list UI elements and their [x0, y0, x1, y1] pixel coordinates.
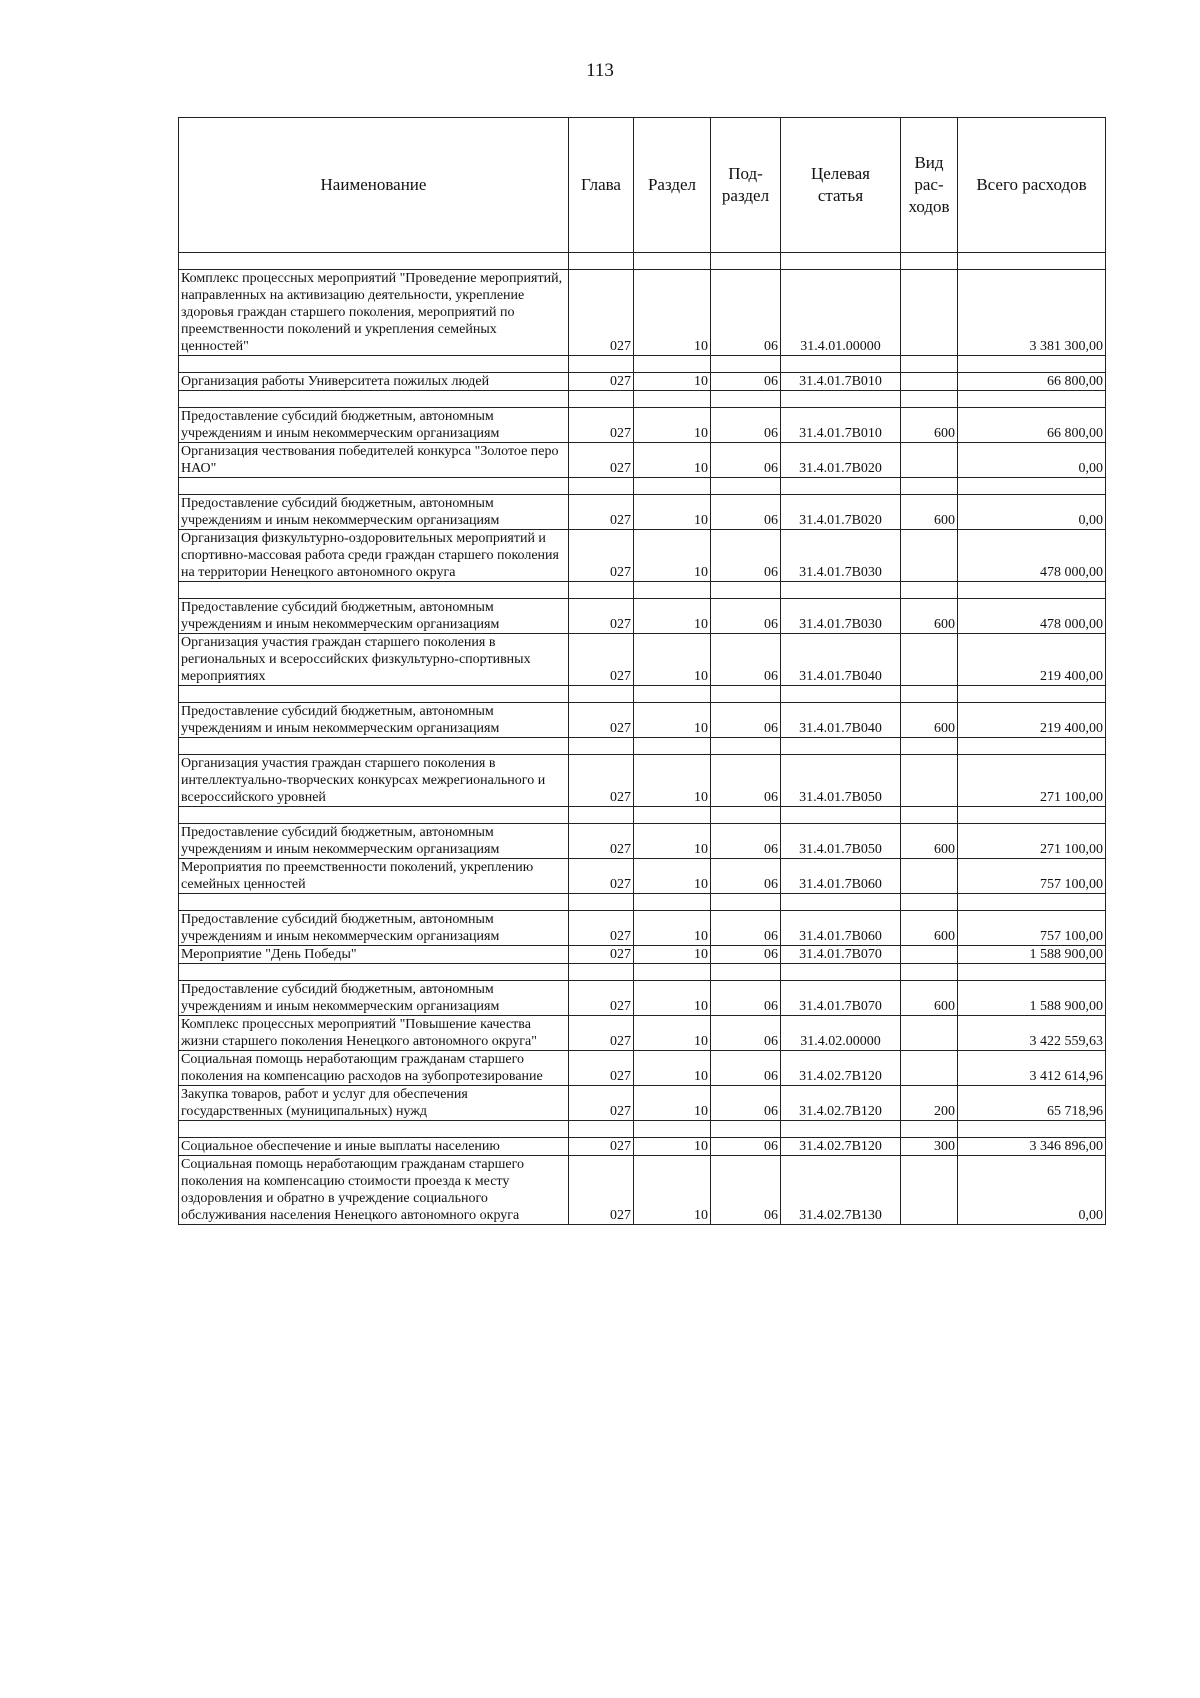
budget-table — [178, 117, 1106, 1225]
row-spacer — [179, 686, 1106, 703]
spacer-cell — [958, 356, 1106, 373]
cell-name: Предоставление субсидий бюджетным, автономным учреждениям и иным некоммерческим организациям — [179, 703, 569, 738]
header-glava: Глава — [569, 118, 634, 253]
cell-razdel: 10 — [634, 443, 711, 478]
cell-glava: 027 — [569, 495, 634, 530]
table-row — [179, 946, 1106, 964]
spacer-cell — [569, 1121, 634, 1138]
cell-podrazdel: 06 — [711, 981, 781, 1016]
spacer-cell — [569, 738, 634, 755]
cell-podrazdel: 06 — [711, 495, 781, 530]
cell-name: Организация участия граждан старшего поколения в региональных и всероссийских физкультурно-спортивных мероприятиях — [179, 634, 569, 686]
header-name: Наименование — [179, 118, 569, 253]
cell-podrazdel: 06 — [711, 408, 781, 443]
cell-expense-type: 600 — [901, 911, 958, 946]
cell-name: Комплекс процессных мероприятий "Проведение мероприятий, направленных на активизацию деятельности, укрепление здоровья граждан старшего поколения, мероприятий по преемственности поколений и укрепления семейных ценностей" — [179, 270, 569, 356]
row-spacer — [179, 738, 1106, 755]
cell-total: 1 588 900,00 — [958, 946, 1106, 964]
cell-glava: 027 — [569, 755, 634, 807]
cell-name: Организация работы Университета пожилых людей — [179, 373, 569, 391]
table-row — [179, 408, 1106, 443]
cell-total: 0,00 — [958, 495, 1106, 530]
cell-target-article: 31.4.02.7В120 — [781, 1086, 901, 1121]
cell-total: 66 800,00 — [958, 373, 1106, 391]
cell-podrazdel: 06 — [711, 1051, 781, 1086]
cell-expense-type — [901, 946, 958, 964]
spacer-cell — [569, 807, 634, 824]
spacer-cell — [634, 582, 711, 599]
cell-expense-type — [901, 1016, 958, 1051]
spacer-cell — [179, 1121, 569, 1138]
spacer-cell — [569, 356, 634, 373]
spacer-cell — [781, 253, 901, 270]
cell-expense-type — [901, 634, 958, 686]
cell-total: 478 000,00 — [958, 530, 1106, 582]
cell-name: Мероприятия по преемственности поколений, укреплению семейных ценностей — [179, 859, 569, 894]
spacer-cell — [711, 582, 781, 599]
cell-podrazdel: 06 — [711, 530, 781, 582]
spacer-cell — [179, 356, 569, 373]
spacer-cell — [781, 391, 901, 408]
cell-podrazdel: 06 — [711, 755, 781, 807]
spacer-cell — [958, 964, 1106, 981]
cell-target-article: 31.4.01.7В040 — [781, 703, 901, 738]
cell-target-article: 31.4.01.7В030 — [781, 530, 901, 582]
cell-total: 1 588 900,00 — [958, 981, 1106, 1016]
cell-target-article: 31.4.01.7В020 — [781, 495, 901, 530]
cell-glava: 027 — [569, 443, 634, 478]
cell-name: Мероприятие "День Победы" — [179, 946, 569, 964]
spacer-cell — [901, 356, 958, 373]
spacer-cell — [958, 478, 1106, 495]
spacer-cell — [179, 894, 569, 911]
cell-total: 757 100,00 — [958, 911, 1106, 946]
cell-target-article: 31.4.01.7В010 — [781, 408, 901, 443]
cell-podrazdel: 06 — [711, 703, 781, 738]
cell-expense-type — [901, 1156, 958, 1225]
spacer-cell — [711, 964, 781, 981]
spacer-cell — [901, 391, 958, 408]
spacer-cell — [634, 391, 711, 408]
table-row — [179, 1016, 1106, 1051]
cell-podrazdel: 06 — [711, 634, 781, 686]
cell-razdel: 10 — [634, 824, 711, 859]
cell-podrazdel: 06 — [711, 373, 781, 391]
cell-expense-type — [901, 443, 958, 478]
cell-podrazdel: 06 — [711, 599, 781, 634]
cell-target-article: 31.4.01.00000 — [781, 270, 901, 356]
cell-razdel: 10 — [634, 1156, 711, 1225]
table-row — [179, 1086, 1106, 1121]
spacer-cell — [781, 964, 901, 981]
header-total: Всего расходов — [958, 118, 1106, 253]
spacer-cell — [569, 964, 634, 981]
spacer-cell — [569, 894, 634, 911]
spacer-cell — [711, 807, 781, 824]
spacer-cell — [634, 738, 711, 755]
cell-total: 3 346 896,00 — [958, 1138, 1106, 1156]
cell-total: 0,00 — [958, 1156, 1106, 1225]
spacer-cell — [958, 391, 1106, 408]
table-row — [179, 1156, 1106, 1225]
cell-target-article: 31.4.01.7В030 — [781, 599, 901, 634]
cell-total: 3 381 300,00 — [958, 270, 1106, 356]
spacer-cell — [958, 894, 1106, 911]
cell-name: Предоставление субсидий бюджетным, автономным учреждениям и иным некоммерческим организациям — [179, 495, 569, 530]
cell-target-article: 31.4.01.7В040 — [781, 634, 901, 686]
cell-podrazdel: 06 — [711, 1138, 781, 1156]
cell-total: 271 100,00 — [958, 824, 1106, 859]
spacer-cell — [179, 391, 569, 408]
cell-name: Закупка товаров, работ и услуг для обеспечения государственных (муниципальных) нужд — [179, 1086, 569, 1121]
cell-razdel: 10 — [634, 1086, 711, 1121]
spacer-cell — [781, 686, 901, 703]
cell-glava: 027 — [569, 634, 634, 686]
spacer-cell — [711, 356, 781, 373]
cell-razdel: 10 — [634, 1051, 711, 1086]
spacer-cell — [781, 356, 901, 373]
table-row — [179, 859, 1106, 894]
spacer-cell — [179, 478, 569, 495]
cell-razdel: 10 — [634, 408, 711, 443]
cell-razdel: 10 — [634, 859, 711, 894]
cell-podrazdel: 06 — [711, 270, 781, 356]
table-row — [179, 443, 1106, 478]
cell-total: 3 412 614,96 — [958, 1051, 1106, 1086]
spacer-cell — [569, 582, 634, 599]
cell-target-article: 31.4.01.7В050 — [781, 824, 901, 859]
cell-total: 219 400,00 — [958, 634, 1106, 686]
cell-expense-type — [901, 270, 958, 356]
cell-total: 478 000,00 — [958, 599, 1106, 634]
cell-razdel: 10 — [634, 703, 711, 738]
cell-total: 757 100,00 — [958, 859, 1106, 894]
cell-podrazdel: 06 — [711, 911, 781, 946]
spacer-cell — [179, 253, 569, 270]
spacer-cell — [711, 253, 781, 270]
spacer-cell — [958, 738, 1106, 755]
cell-glava: 027 — [569, 1051, 634, 1086]
cell-name: Предоставление субсидий бюджетным, автономным учреждениям и иным некоммерческим организациям — [179, 408, 569, 443]
cell-glava: 027 — [569, 599, 634, 634]
row-spacer — [179, 894, 1106, 911]
row-spacer — [179, 478, 1106, 495]
spacer-cell — [634, 894, 711, 911]
spacer-cell — [634, 964, 711, 981]
table-row — [179, 599, 1106, 634]
cell-name: Организация физкультурно-оздоровительных мероприятий и спортивно-массовая работа среди граждан старшего поколения на территории Ненецкого автономного округа — [179, 530, 569, 582]
spacer-cell — [781, 478, 901, 495]
cell-name: Предоставление субсидий бюджетным, автономным учреждениям и иным некоммерческим организациям — [179, 911, 569, 946]
cell-glava: 027 — [569, 270, 634, 356]
spacer-cell — [179, 738, 569, 755]
table-row — [179, 270, 1106, 356]
row-spacer — [179, 391, 1106, 408]
cell-target-article: 31.4.01.7В050 — [781, 755, 901, 807]
cell-razdel: 10 — [634, 270, 711, 356]
spacer-cell — [179, 582, 569, 599]
row-spacer — [179, 582, 1106, 599]
cell-expense-type: 600 — [901, 703, 958, 738]
spacer-cell — [958, 1121, 1106, 1138]
cell-razdel: 10 — [634, 599, 711, 634]
cell-razdel: 10 — [634, 634, 711, 686]
table-row — [179, 495, 1106, 530]
spacer-cell — [569, 686, 634, 703]
spacer-cell — [711, 738, 781, 755]
cell-name: Организация участия граждан старшего поколения в интеллектуально-творческих конкурсах межрегионального и всероссийского уровней — [179, 755, 569, 807]
cell-total: 219 400,00 — [958, 703, 1106, 738]
cell-name: Комплекс процессных мероприятий "Повышение качества жизни старшего поколения Ненецкого автономного округа" — [179, 1016, 569, 1051]
table-row — [179, 824, 1106, 859]
table-row — [179, 755, 1106, 807]
cell-razdel: 10 — [634, 1138, 711, 1156]
spacer-cell — [781, 1121, 901, 1138]
table-row — [179, 634, 1106, 686]
cell-glava: 027 — [569, 408, 634, 443]
spacer-cell — [958, 686, 1106, 703]
spacer-cell — [901, 738, 958, 755]
cell-expense-type — [901, 1051, 958, 1086]
cell-glava: 027 — [569, 859, 634, 894]
cell-total: 271 100,00 — [958, 755, 1106, 807]
header-target-article: Целевая статья — [781, 118, 901, 253]
cell-glava: 027 — [569, 1156, 634, 1225]
cell-target-article: 31.4.01.7В070 — [781, 981, 901, 1016]
cell-name: Социальная помощь неработающим гражданам старшего поколения на компенсацию стоимости проезда к месту оздоровления и обратно в учреждение социального обслуживания населения Ненецкого автономного округа — [179, 1156, 569, 1225]
spacer-cell — [569, 391, 634, 408]
spacer-cell — [634, 1121, 711, 1138]
cell-podrazdel: 06 — [711, 859, 781, 894]
spacer-cell — [711, 1121, 781, 1138]
header-razdel: Раздел — [634, 118, 711, 253]
table-row — [179, 530, 1106, 582]
cell-target-article: 31.4.02.7В120 — [781, 1138, 901, 1156]
spacer-cell — [958, 582, 1106, 599]
table-row — [179, 1051, 1106, 1086]
cell-target-article: 31.4.02.00000 — [781, 1016, 901, 1051]
cell-target-article: 31.4.02.7В120 — [781, 1051, 901, 1086]
cell-podrazdel: 06 — [711, 1086, 781, 1121]
cell-expense-type — [901, 755, 958, 807]
spacer-cell — [634, 807, 711, 824]
cell-expense-type — [901, 859, 958, 894]
spacer-cell — [901, 1121, 958, 1138]
cell-target-article: 31.4.01.7В060 — [781, 911, 901, 946]
cell-name: Предоставление субсидий бюджетным, автономным учреждениям и иным некоммерческим организациям — [179, 981, 569, 1016]
row-spacer — [179, 964, 1106, 981]
table-row — [179, 373, 1106, 391]
table-row — [179, 981, 1106, 1016]
spacer-cell — [781, 582, 901, 599]
cell-expense-type: 600 — [901, 599, 958, 634]
row-spacer — [179, 1121, 1106, 1138]
spacer-cell — [781, 807, 901, 824]
spacer-cell — [711, 478, 781, 495]
spacer-cell — [901, 686, 958, 703]
cell-podrazdel: 06 — [711, 1156, 781, 1225]
cell-glava: 027 — [569, 946, 634, 964]
cell-total: 3 422 559,63 — [958, 1016, 1106, 1051]
cell-glava: 027 — [569, 824, 634, 859]
cell-name: Организация чествования победителей конкурса "Золотое перо НАО" — [179, 443, 569, 478]
cell-expense-type — [901, 530, 958, 582]
spacer-cell — [781, 894, 901, 911]
spacer-cell — [569, 478, 634, 495]
cell-razdel: 10 — [634, 495, 711, 530]
spacer-cell — [179, 964, 569, 981]
cell-glava: 027 — [569, 1086, 634, 1121]
cell-razdel: 10 — [634, 530, 711, 582]
page-number: 113 — [586, 60, 614, 81]
table-row — [179, 911, 1106, 946]
table-row — [179, 1138, 1106, 1156]
cell-glava: 027 — [569, 530, 634, 582]
spacer-cell — [901, 894, 958, 911]
cell-razdel: 10 — [634, 755, 711, 807]
cell-expense-type — [901, 373, 958, 391]
cell-target-article: 31.4.02.7В130 — [781, 1156, 901, 1225]
cell-name: Предоставление субсидий бюджетным, автономным учреждениям и иным некоммерческим организациям — [179, 599, 569, 634]
cell-target-article: 31.4.01.7В010 — [781, 373, 901, 391]
cell-total: 65 718,96 — [958, 1086, 1106, 1121]
cell-expense-type: 600 — [901, 408, 958, 443]
cell-expense-type: 600 — [901, 981, 958, 1016]
header-podrazdel: Под- раздел — [711, 118, 781, 253]
spacer-cell — [901, 807, 958, 824]
row-spacer — [179, 253, 1106, 270]
cell-expense-type: 300 — [901, 1138, 958, 1156]
header-expense-type: Вид рас- ходов — [901, 118, 958, 253]
cell-total: 0,00 — [958, 443, 1106, 478]
row-spacer — [179, 356, 1106, 373]
cell-glava: 027 — [569, 981, 634, 1016]
cell-name: Социальное обеспечение и иные выплаты населению — [179, 1138, 569, 1156]
cell-target-article: 31.4.01.7В070 — [781, 946, 901, 964]
cell-expense-type: 200 — [901, 1086, 958, 1121]
cell-razdel: 10 — [634, 981, 711, 1016]
cell-total: 66 800,00 — [958, 408, 1106, 443]
spacer-cell — [634, 356, 711, 373]
spacer-cell — [711, 894, 781, 911]
cell-razdel: 10 — [634, 911, 711, 946]
cell-podrazdel: 06 — [711, 1016, 781, 1051]
cell-razdel: 10 — [634, 1016, 711, 1051]
cell-glava: 027 — [569, 1138, 634, 1156]
row-spacer — [179, 807, 1106, 824]
spacer-cell — [781, 738, 901, 755]
spacer-cell — [711, 686, 781, 703]
table-header-row — [179, 118, 1106, 253]
spacer-cell — [958, 253, 1106, 270]
spacer-cell — [634, 253, 711, 270]
cell-glava: 027 — [569, 1016, 634, 1051]
table-row — [179, 703, 1106, 738]
spacer-cell — [901, 582, 958, 599]
spacer-cell — [901, 253, 958, 270]
cell-name: Предоставление субсидий бюджетным, автономным учреждениям и иным некоммерческим организациям — [179, 824, 569, 859]
cell-podrazdel: 06 — [711, 946, 781, 964]
spacer-cell — [901, 964, 958, 981]
spacer-cell — [179, 686, 569, 703]
cell-target-article: 31.4.01.7В020 — [781, 443, 901, 478]
cell-glava: 027 — [569, 911, 634, 946]
spacer-cell — [634, 478, 711, 495]
spacer-cell — [179, 807, 569, 824]
spacer-cell — [711, 391, 781, 408]
spacer-cell — [569, 253, 634, 270]
cell-expense-type: 600 — [901, 824, 958, 859]
cell-podrazdel: 06 — [711, 824, 781, 859]
spacer-cell — [634, 686, 711, 703]
cell-podrazdel: 06 — [711, 443, 781, 478]
cell-target-article: 31.4.01.7В060 — [781, 859, 901, 894]
spacer-cell — [958, 807, 1106, 824]
cell-glava: 027 — [569, 373, 634, 391]
spacer-cell — [901, 478, 958, 495]
cell-name: Социальная помощь неработающим гражданам старшего поколения на компенсацию расходов на зубопротезирование — [179, 1051, 569, 1086]
cell-razdel: 10 — [634, 373, 711, 391]
cell-glava: 027 — [569, 703, 634, 738]
cell-expense-type: 600 — [901, 495, 958, 530]
table-body — [179, 253, 1106, 1225]
cell-razdel: 10 — [634, 946, 711, 964]
